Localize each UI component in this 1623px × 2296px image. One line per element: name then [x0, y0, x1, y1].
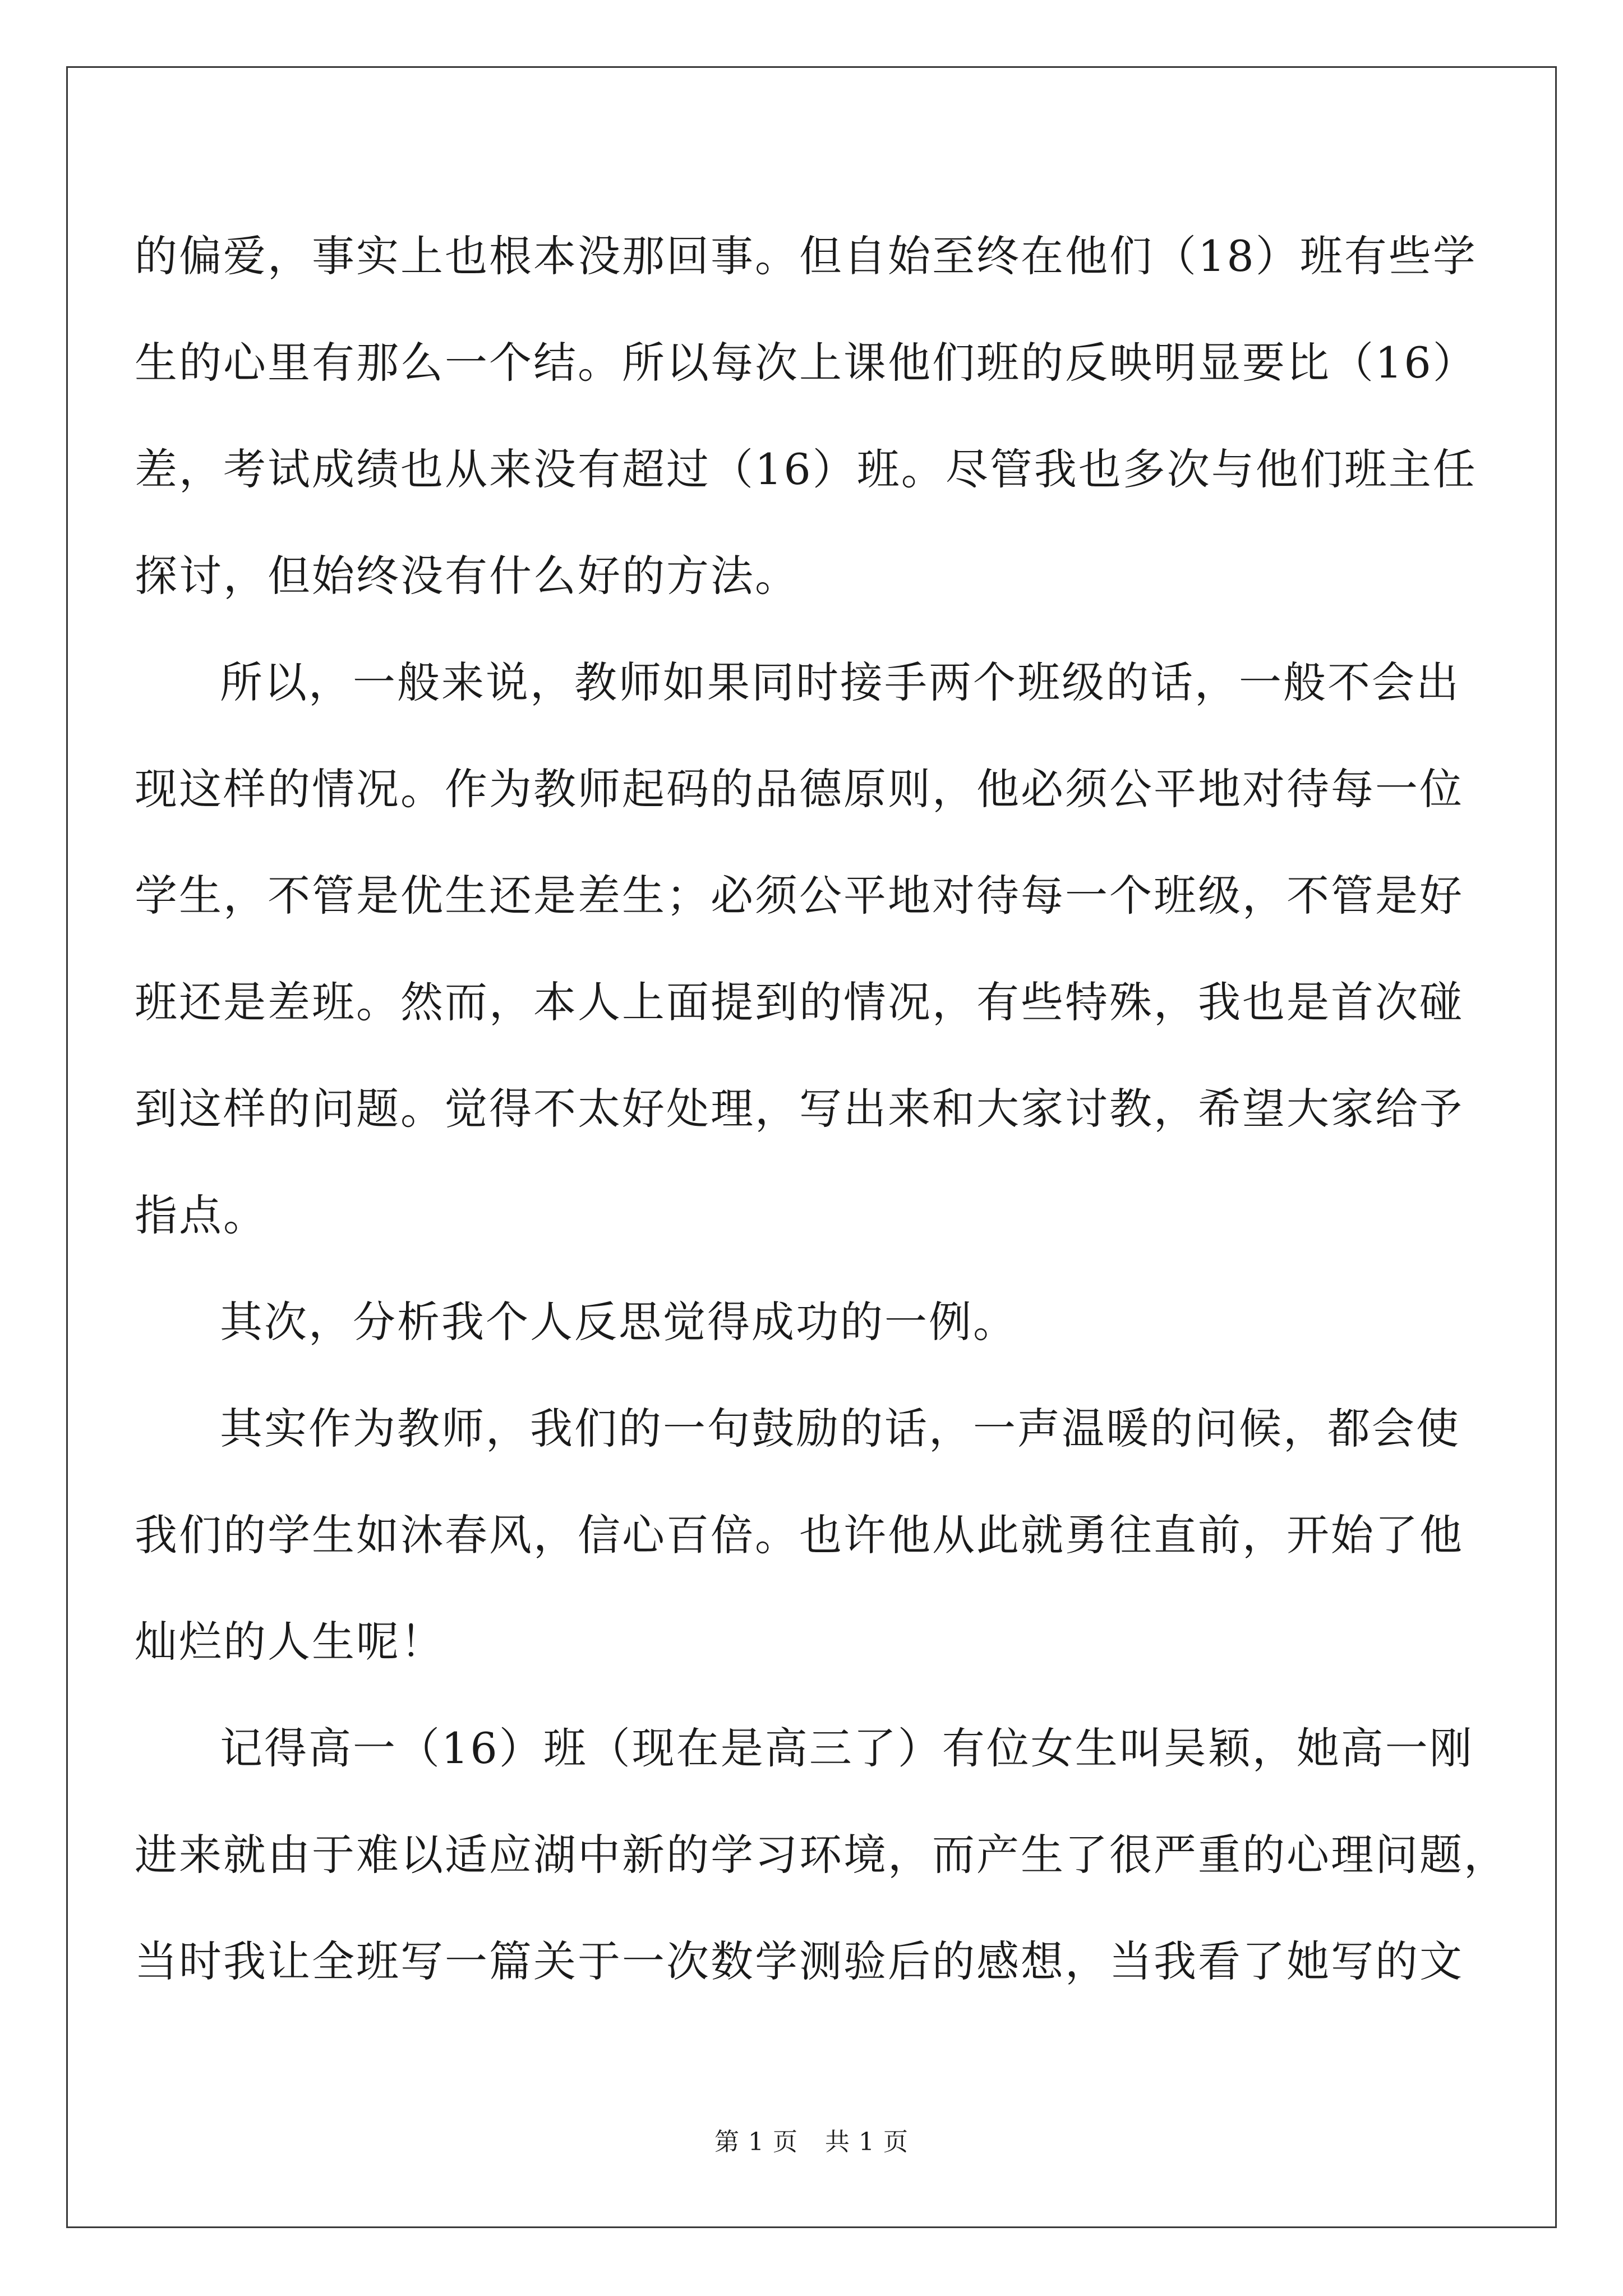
- text-line: 学生，不管是优生还是差生；必须公平地对待每一个班级，不管是好: [135, 871, 1464, 921]
- paragraph: [135, 1695, 1508, 2015]
- text-line: 到这样的问题。觉得不太好处理，写出来和大家讨教，希望大家给予: [135, 1084, 1464, 1134]
- text-line: 进来就由于难以适应湖中新的学习环境，而产生了很严重的心理问题，: [135, 1830, 1508, 1880]
- text-line: 生的心里有那么一个结。所以每次上课他们班的反映明显要比（16）: [135, 338, 1477, 388]
- text-line: 现这样的情况。作为教师起码的品德原则，他必须公平地对待每一位: [135, 764, 1464, 814]
- text-line: 其次，分析我个人反思觉得成功的一例。: [220, 1297, 1017, 1347]
- text-line: 灿烂的人生呢！: [135, 1617, 445, 1667]
- document-body: [135, 203, 1508, 2015]
- text-line: 班还是差班。然而，本人上面提到的情况，有些特殊，我也是首次碰: [135, 977, 1464, 1027]
- text-line: 差，考试成绩也从来没有超过（16）班。尽管我也多次与他们班主任: [135, 444, 1477, 494]
- page-total: 共 1 页: [825, 2128, 909, 2156]
- text-line: 的偏爱，事实上也根本没那回事。但自始至终在他们（18）班有些学: [135, 231, 1477, 281]
- text-line: 指点。: [135, 1190, 268, 1240]
- text-line: 其实作为教师，我们的一句鼓励的话，一声温暖的问候，都会使: [220, 1404, 1460, 1453]
- paragraph: [135, 629, 1464, 1269]
- page-footer: [0, 2122, 1623, 2157]
- paragraph: [135, 1269, 1424, 1375]
- text-line: 探讨，但始终没有什么好的方法。: [135, 551, 799, 601]
- text-line: 我们的学生如沐春风，信心百倍。也许他从此就勇往直前，开始了他: [135, 1510, 1464, 1560]
- paragraph: [135, 203, 1477, 629]
- text-line: 当时我让全班写一篇关于一次数学测验后的感想，当我看了她写的文: [135, 1936, 1464, 1986]
- text-line: 所以，一般来说，教师如果同时接手两个班级的话，一般不会出: [220, 657, 1460, 707]
- page-number: 第 1 页: [714, 2128, 798, 2156]
- text-line: 记得高一（16）班（现在是高三了）有位女生叫吴颖，她高一刚: [220, 1723, 1474, 1773]
- paragraph: [135, 1375, 1464, 1695]
